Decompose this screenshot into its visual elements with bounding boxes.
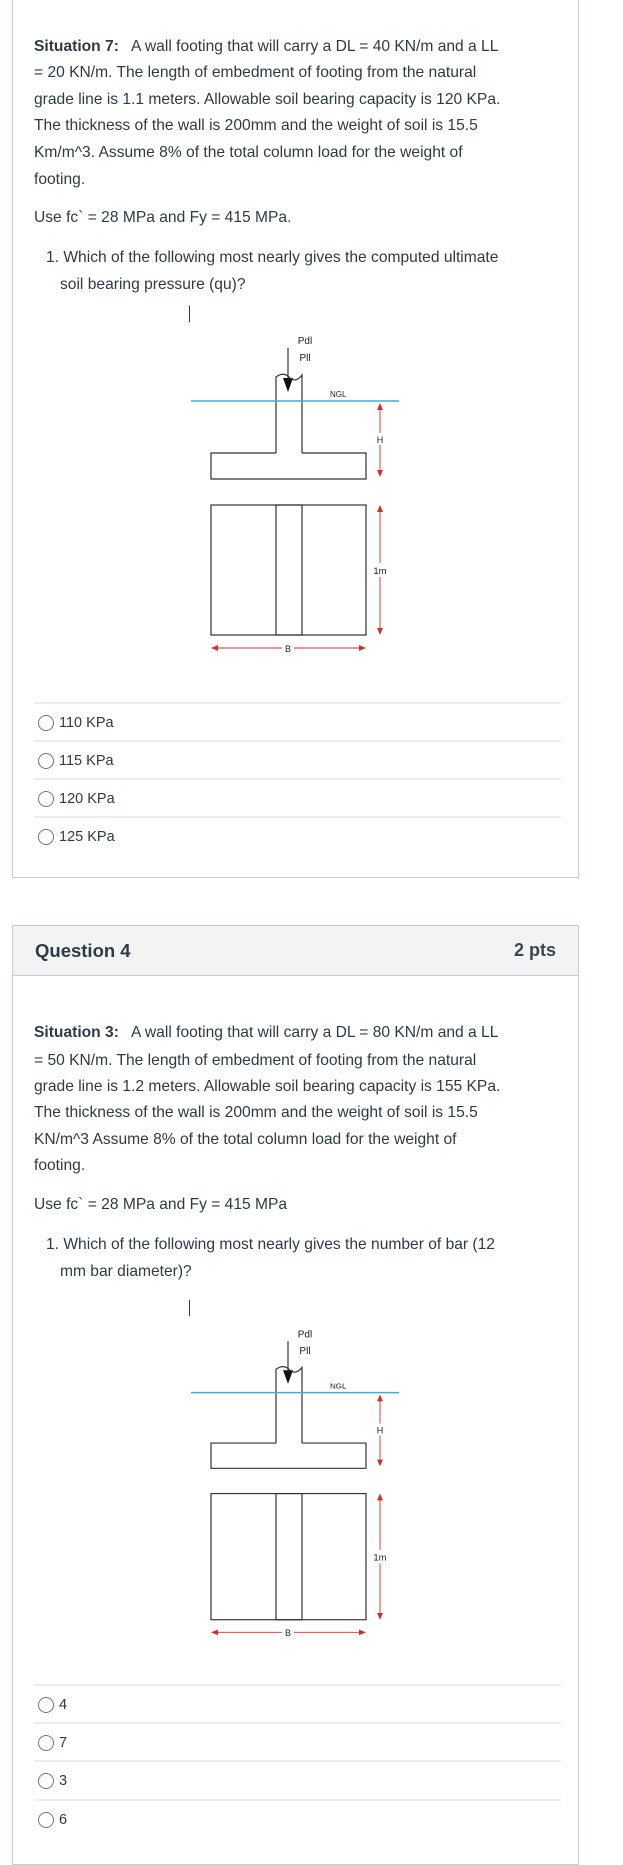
arrow-left-icon: [211, 645, 218, 651]
load-arrow-head: [283, 378, 293, 392]
question-title: Question 4: [35, 940, 131, 961]
radio-button[interactable]: [38, 829, 54, 845]
footing-section: [211, 1443, 366, 1468]
situation-line-1: Situation 7: A wall footing that will carry a DL = 40 KN/m and a LL: [34, 38, 499, 55]
footing-diagram: [180, 320, 420, 660]
arrow-right-icon: [359, 1629, 366, 1635]
footing-section: [211, 453, 366, 479]
option-3[interactable]: [38, 1769, 67, 1793]
radio-button[interactable]: [38, 1773, 54, 1789]
situation-line-3: grade line is 1.1 meters. Allowable soil bearing capacity is 120 KPa.: [34, 91, 501, 108]
h-label: H: [376, 435, 384, 445]
arrow-down-icon: [377, 470, 383, 477]
load-dl-label: Pdl: [297, 336, 313, 347]
question-header: [12, 925, 579, 976]
arrow-up-icon: [377, 1494, 383, 1501]
question-text-2: mm bar diameter)?: [60, 1263, 192, 1280]
situation-line-2: = 50 KN/m. The length of embedment of footing from the natural: [34, 1052, 477, 1069]
option-110[interactable]: [38, 711, 114, 735]
material-properties: Use fc` = 28 MPa and Fy = 415 MPa: [34, 1196, 288, 1213]
footing-plan: [211, 505, 366, 635]
h-label: H: [376, 1425, 384, 1436]
arrow-up-icon: [377, 505, 383, 512]
option-120[interactable]: [38, 787, 115, 811]
wall-plan-strip: [276, 505, 302, 635]
arrow-down-icon: [377, 1613, 383, 1620]
option-label: 115 KPa: [59, 753, 114, 769]
footing-plan: [211, 1494, 366, 1620]
radio-button[interactable]: [38, 753, 54, 769]
situation-line-2: = 20 KN/m. The length of embedment of footing from the natural: [34, 64, 477, 81]
option-label: 6: [59, 1812, 68, 1828]
option-divider: [34, 778, 561, 780]
material-properties: Use fc` = 28 MPa and Fy = 415 MPa.: [34, 209, 292, 226]
situation-line-5: Km/m^3. Assume 8% of the total column load for the weight of: [34, 144, 463, 161]
option-divider: [34, 1722, 561, 1724]
question-text-1: 1. Which of the following most nearly gives the computed ultimate: [46, 249, 499, 266]
situation-line-3: grade line is 1.2 meters. Allowable soil bearing capacity is 155 KPa.: [34, 1078, 501, 1095]
arrow-up-icon: [377, 1395, 383, 1402]
question-text-1: 1. Which of the following most nearly gives the number of bar (12: [46, 1236, 495, 1253]
situation-line-4: The thickness of the wall is 200mm and the weight of soil is 15.5: [34, 1104, 478, 1121]
length-label: 1m: [373, 1552, 387, 1563]
option-7[interactable]: [38, 1731, 67, 1755]
ngl-label: NGL: [330, 390, 347, 399]
option-6[interactable]: [38, 1808, 67, 1832]
radio-button[interactable]: [38, 791, 54, 807]
arrow-left-icon: [211, 1629, 218, 1635]
option-divider: [34, 740, 561, 742]
footing-diagram: [180, 1314, 420, 1644]
load-ll-label: Pll: [299, 1345, 311, 1357]
arrow-up-icon: [377, 403, 383, 410]
question-text-2: soil bearing pressure (qu)?: [60, 276, 246, 293]
load-arrow-head: [283, 1370, 293, 1384]
arrow-down-icon: [377, 628, 383, 635]
option-divider: [34, 1799, 561, 1801]
b-label: B: [284, 1628, 292, 1639]
arrow-down-icon: [377, 1460, 383, 1467]
option-divider: [34, 1684, 561, 1686]
option-label: 120 KPa: [59, 791, 115, 807]
radio-button[interactable]: [38, 1812, 54, 1828]
radio-button[interactable]: [38, 1735, 54, 1751]
option-divider: [34, 702, 561, 704]
option-label: 125 KPa: [59, 829, 115, 845]
situation-line-4: The thickness of the wall is 200mm and the weight of soil is 15.5: [34, 117, 478, 134]
b-label: B: [284, 644, 292, 654]
option-125[interactable]: [38, 825, 115, 849]
arrow-right-icon: [359, 645, 366, 651]
situation-line-1: Situation 3: A wall footing that will carry a DL = 80 KN/m and a LL: [34, 1024, 499, 1041]
situation-line-5: KN/m^3 Assume 8% of the total column load for the weight of: [34, 1131, 457, 1148]
situation-line-6: footing.: [34, 171, 86, 188]
radio-button[interactable]: [38, 715, 54, 731]
option-divider: [34, 816, 561, 818]
question-points: 2 pts: [513, 940, 556, 960]
option-label: 4: [59, 1697, 68, 1713]
option-label: 7: [59, 1735, 68, 1751]
option-label: 3: [59, 1773, 68, 1789]
option-4[interactable]: [38, 1693, 67, 1717]
option-label: 110 KPa: [59, 715, 114, 731]
option-divider: [34, 1760, 561, 1762]
load-ll-label: Pll: [299, 353, 311, 364]
length-label: 1m: [373, 566, 387, 577]
situation-line-6: footing.: [34, 1157, 86, 1174]
wall-plan-strip: [276, 1494, 302, 1620]
ngl-label: NGL: [330, 1381, 347, 1391]
load-dl-label: Pdl: [297, 1329, 313, 1341]
radio-button[interactable]: [38, 1697, 54, 1713]
option-115[interactable]: [38, 749, 114, 773]
